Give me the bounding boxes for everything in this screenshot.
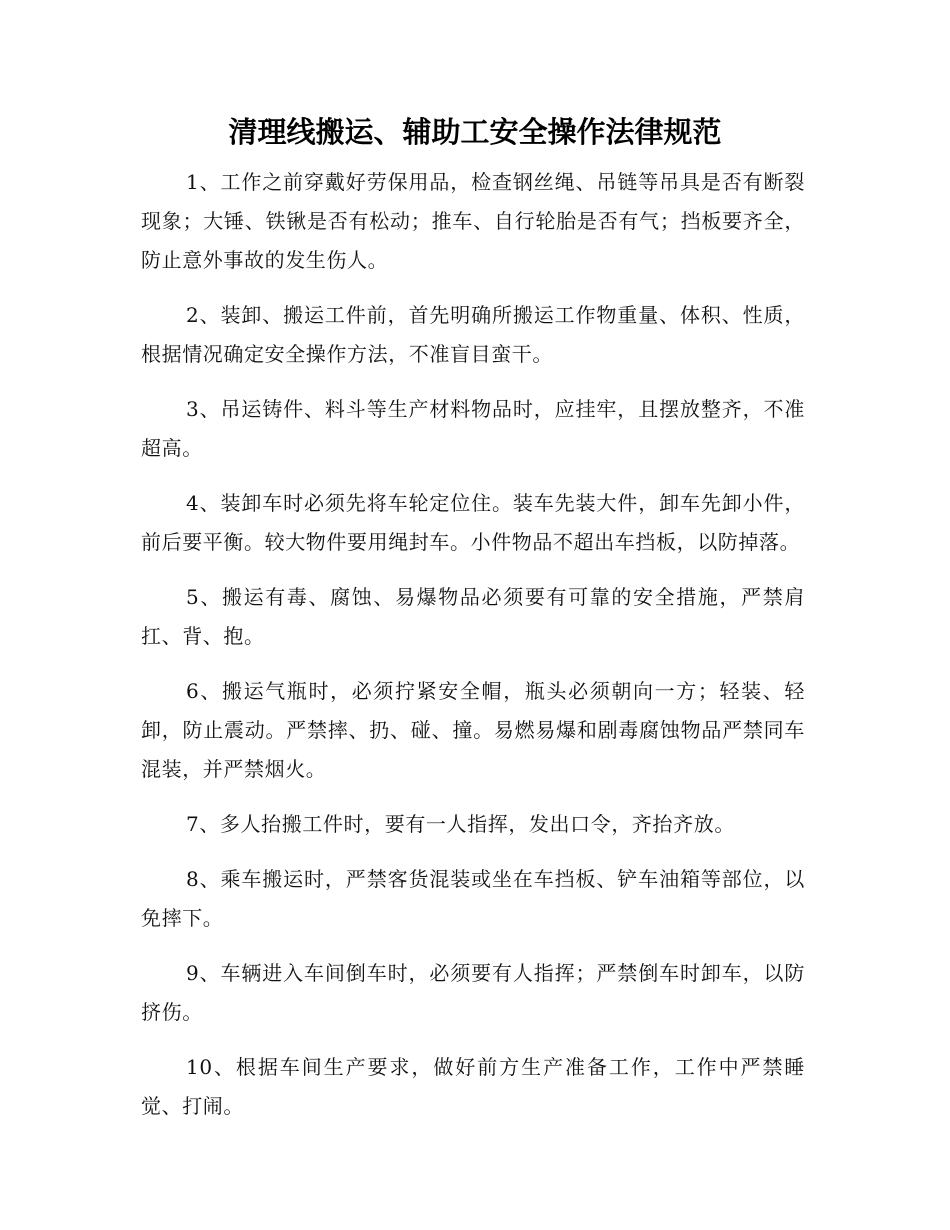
rule-paragraph-5: 5、搬运有毒、腐蚀、易爆物品必须要有可靠的安全措施，严禁肩扛、背、抱。	[141, 585, 805, 648]
rule-paragraph-1: 1、工作之前穿戴好劳保用品，检查钢丝绳、吊链等吊具是否有断裂现象；大锤、铁锹是否有松动；推车、自行轮胎是否有气；挡板要齐全，防止意外事故的发生伤人。	[141, 170, 805, 272]
rule-paragraph-3: 3、吊运铸件、料斗等生产材料物品时，应挂牢，且摆放整齐，不准超高。	[141, 397, 805, 460]
rule-paragraph-9: 9、车辆进入车间倒车时，必须要有人指挥；严禁倒车时卸车，以防挤伤。	[141, 961, 805, 1024]
document-title: 清理线搬运、辅助工安全操作法律规范	[228, 115, 722, 149]
rule-paragraph-4: 4、装卸车时必须先将车轮定位住。装车先装大件，卸车先卸小件，前后要平衡。较大物件要用绳封车。小件物品不超出车挡板，以防掉落。	[141, 491, 805, 554]
rule-paragraph-6: 6、搬运气瓶时，必须拧紧安全帽，瓶头必须朝向一方；轻装、轻卸，防止震动。严禁摔、扔、碰、撞。易燃易爆和剧毒腐蚀物品严禁同车混装，并严禁烟火。	[141, 679, 805, 781]
document-body	[141, 163, 805, 1142]
rule-paragraph-8: 8、乘车搬运时，严禁客货混装或坐在车挡板、铲车油箱等部位，以免摔下。	[141, 867, 805, 930]
rule-paragraph-2: 2、装卸、搬运工件前，首先明确所搬运工作物重量、体积、性质，根据情况确定安全操作方法，不准盲目蛮干。	[141, 303, 805, 366]
rule-paragraph-10: 10、根据车间生产要求，做好前方生产准备工作，工作中严禁睡觉、打闹。	[141, 1055, 805, 1118]
rule-paragraph-7: 7、多人抬搬工件时，要有一人指挥，发出口令，齐抬齐放。	[186, 812, 735, 836]
